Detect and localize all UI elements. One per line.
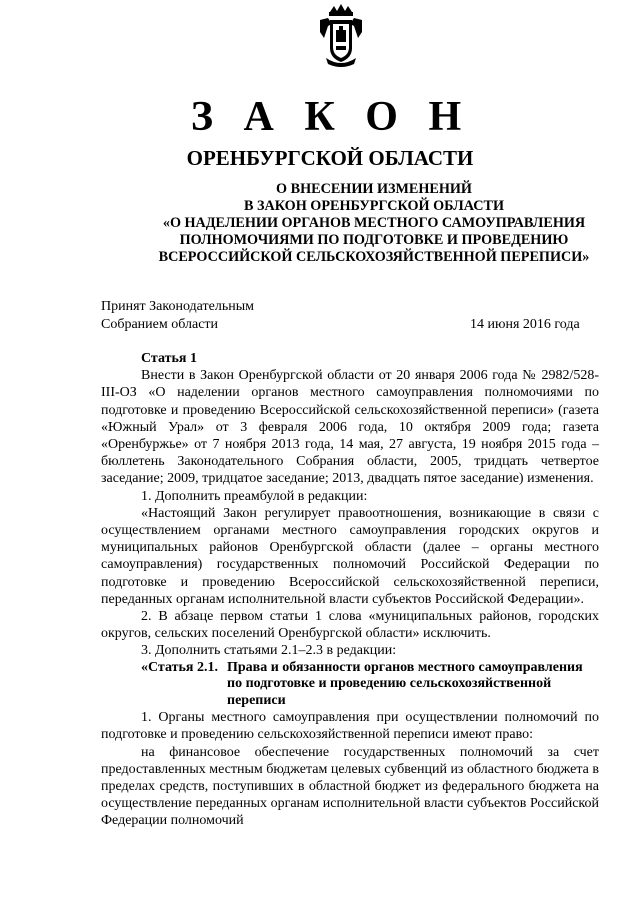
- paragraph: 1. Органы местного самоуправления при осуществлении полномочий по подготовке и проведению сельскохозяйственной переписи имеют право:: [101, 710, 599, 743]
- paragraph: Внести в Закон Оренбургской области от 20 января 2006 года № 2982/528-III-ОЗ «О наделении органов местного самоуправления полномочиями по подготовке и проведению Всероссийской сельскохозяйственной переписи» (газета «Южный Урал» от 3 февраля 2006 года, 10 октября 2009 года; газета «Оренбуржье» от 7 ноября 2013 года, 14 мая, 27 августа, 19 ноября 2015 года – бюллетень Законодательного Собрания области, 2005, тридцать четвертое заседание; 2009, тридцатое заседание; 2013, двадцать пятое заседание) изменения.: [101, 368, 599, 487]
- adoption-line: Собранием области: [101, 317, 219, 332]
- adoption-line: Принят Законодательным: [101, 299, 254, 314]
- law-name: [100, 181, 640, 266]
- paragraph: 3. Дополнить статьями 2.1–2.3 в редакции:: [141, 643, 397, 659]
- law-name-line: В ЗАКОН ОРЕНБУРГСКОЙ ОБЛАСТИ: [243, 198, 504, 214]
- adoption-block: [101, 298, 254, 334]
- sub-article-heading: [101, 660, 599, 710]
- paragraph: на финансовое обеспечение государственных полномочий за счет предоставленных местным бюджетам целевых субвенций из областного бюджета в пределах средств, поступивших в областной бюджет из федерального бюджета на осуществление переданных органам исполнительной власти субъектов Российской Федерации полномочий: [101, 744, 599, 829]
- law-name-line: ВСЕРОССИЙСКОЙ СЕЛЬСКОХОЗЯЙСТВЕННОЙ ПЕРЕПИСИ»: [158, 249, 590, 265]
- paragraph: 2. В абзаце первом статьи 1 слова «муниципальных районов, городских округов, сельских поселений Оренбургской области» исключить.: [101, 609, 599, 642]
- paragraph: 1. Дополнить преамбулой в редакции:: [141, 488, 368, 504]
- sub-article-number: «Статья 2.1.: [141, 659, 218, 675]
- document-body: [101, 350, 599, 830]
- law-name-line: ПОЛНОМОЧИЯМИ ПО ПОДГОТОВКЕ И ПРОВЕДЕНИЮ: [179, 232, 569, 248]
- article-heading: Статья 1: [141, 351, 197, 366]
- adoption-date: 14 июня 2016 года: [470, 317, 580, 332]
- sub-article-title: Права и обязанности органов местного самоуправления по подготовке и проведению сельскохозяйственной переписи: [227, 659, 583, 708]
- coat-of-arms-icon: [318, 4, 364, 68]
- paragraph: «Настоящий Закон регулирует правоотношения, возникающие в связи с осуществлением органами местного самоуправления городских округов и муниципальных районов Оренбургской области (далее – органы местного самоуправления) государственных полномочий Российской Федерации по подготовке и проведению Всероссийской сельскохозяйственной переписи, переданных органам исполнительной власти субъектов Российской Федерации».: [101, 505, 599, 607]
- law-name-line: «О НАДЕЛЕНИИ ОРГАНОВ МЕСТНОГО САМОУПРАВЛЕНИЯ: [162, 215, 586, 231]
- region-title: ОРЕНБУРГСКОЙ ОБЛАСТИ: [186, 146, 474, 170]
- document-title: З А К О Н: [190, 94, 472, 140]
- law-name-line: О ВНЕСЕНИИ ИЗМЕНЕНИЙ: [276, 181, 472, 197]
